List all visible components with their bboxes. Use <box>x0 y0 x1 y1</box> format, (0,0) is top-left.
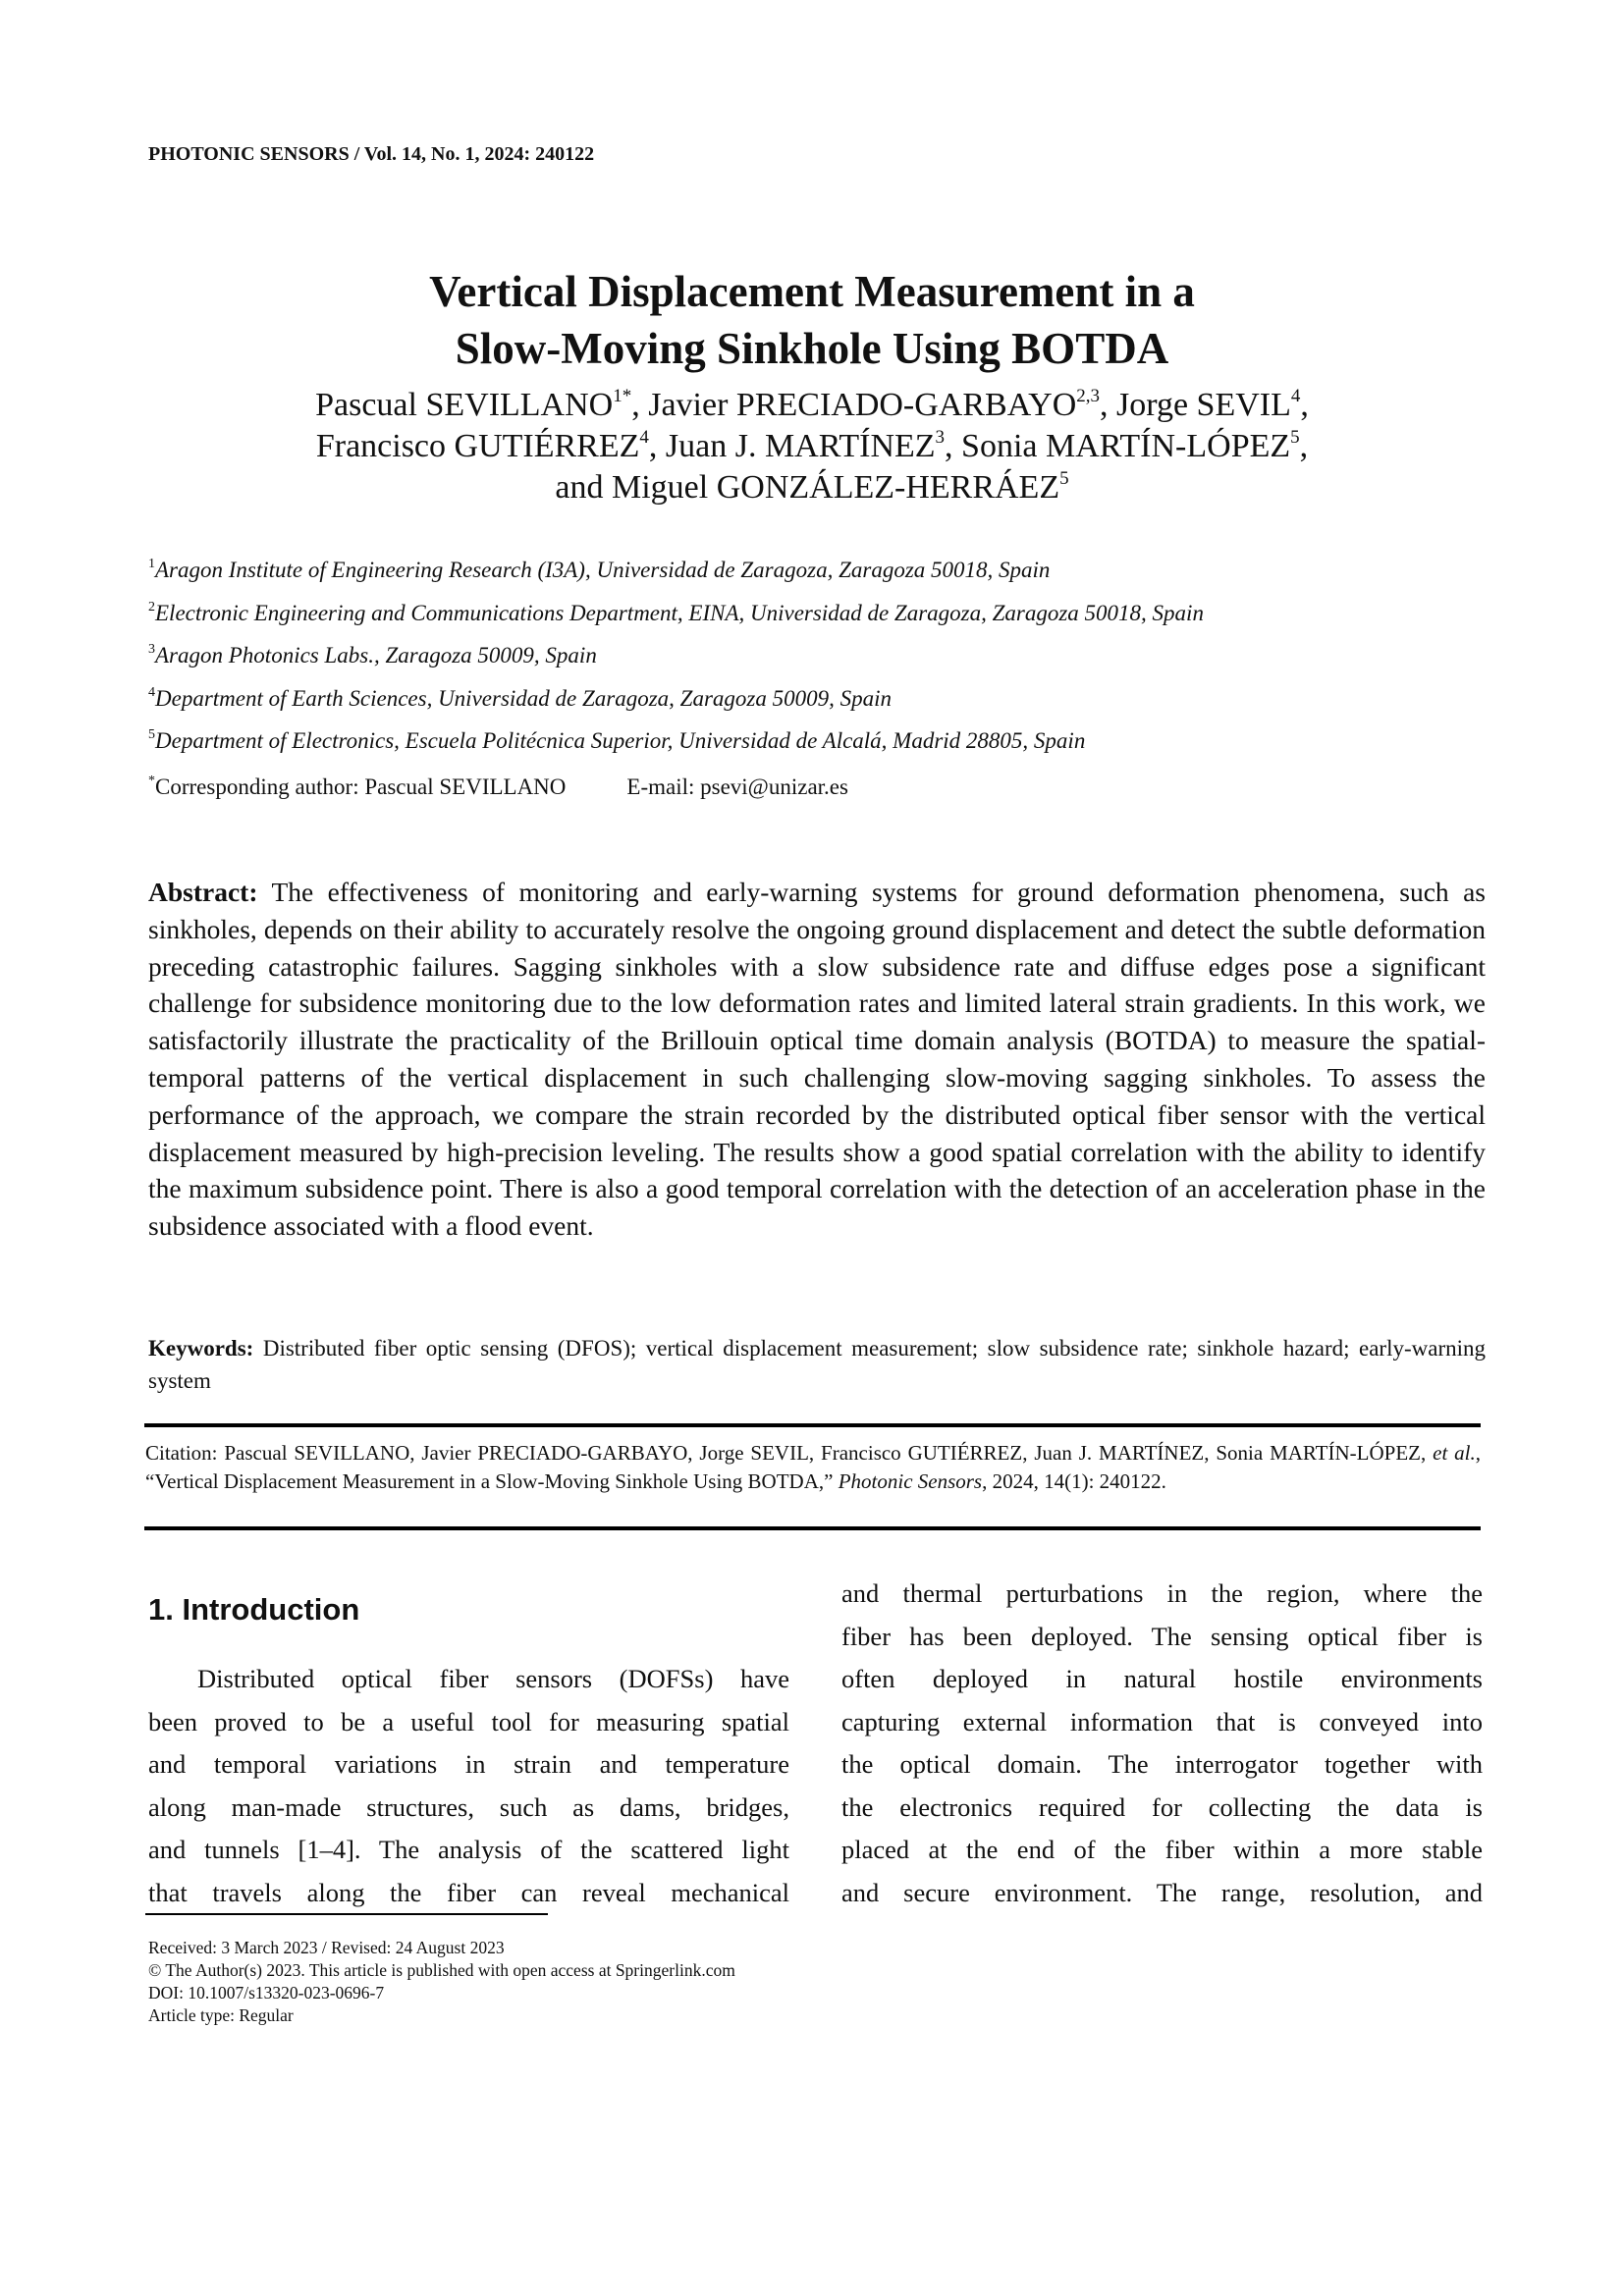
affiliation-5 <box>148 726 1503 770</box>
affiliation-text: Electronic Engineering and Communications Department, EINA, Universidad de Zaragoza, Zaragoza 50018, Spain <box>155 600 1204 625</box>
corresponding-marker: * <box>148 773 155 788</box>
citation-bottom-rule <box>144 1526 1481 1530</box>
title-line-1: Vertical Displacement Measurement in a <box>429 267 1195 316</box>
author-affil-sup: 5 <box>1290 427 1300 448</box>
body-line: and secure environment. The range, resolution, and <box>841 1877 1483 1907</box>
affiliation-number: 2 <box>148 599 155 614</box>
author-affil-sup: 4 <box>639 427 649 448</box>
affiliation-text: Aragon Photonics Labs., Zaragoza 50009, Spain <box>155 643 597 667</box>
citation-volume: , 2024, 14(1): 240122. <box>982 1469 1166 1493</box>
author-separator: , <box>631 387 649 423</box>
body-column-left <box>148 1658 789 1914</box>
received-dates: Received: 3 March 2023 / Revised: 24 August 2023 <box>148 1938 505 1957</box>
footnotes <box>148 1937 735 2027</box>
author-line-3 <box>0 467 1624 508</box>
affiliation-4 <box>148 684 1503 727</box>
affiliation-text: Department of Electronics, Escuela Politécnica Superior, Universidad de Alcalá, Madrid 28805, Spain <box>155 728 1086 753</box>
body-line: fiber has been deployed. The sensing optical fiber is <box>841 1621 1483 1651</box>
affiliations <box>148 556 1503 802</box>
citation-authors: Citation: Pascual SEVILLANO, Javier PRECIADO-GARBAYO, Jorge SEVIL, Francisco GUTIÉRREZ, Juan J. MARTÍNEZ, Sonia MARTÍN-LÓPEZ, <box>145 1441 1434 1465</box>
journal-header: PHOTONIC SENSORS / Vol. 14, No. 1, 2024: 240122 <box>148 143 595 165</box>
author-list <box>0 385 1624 508</box>
author-separator: , <box>945 428 962 464</box>
citation-top-rule <box>144 1423 1481 1427</box>
corresponding-author <box>148 773 1503 802</box>
abstract-text: The effectiveness of monitoring and early-warning systems for ground deformation phenomena, such as sinkholes, depends on their ability to accurately resolve the ongoing ground displacement and detect the subtle deformation preceding catastrophic failures. Sagging sinkholes with a slow subsidence rate and diffuse edges pose a significant challenge for subsidence monitoring due to the low deformation rates and limited lateral strain gradients. In this work, we satisfactorily illustrate the practicality of the Brillouin optical time domain analysis (BOTDA) to measure the spatial-temporal patterns of the vertical displacement in such challenging slow-moving sagging sinkholes. To assess the performance of the approach, we compare the strain recorded by the distributed optical fiber sensor with the vertical displacement measured by high-precision leveling. The results show a good spatial correlation with the ability to identify the maximum subsidence point. There is also a good temporal correlation with the detection of an acceleration phase in the subsidence associated with a flood event. <box>148 877 1486 1242</box>
body-column-right <box>841 1573 1483 1914</box>
body-line: Distributed optical fiber sensors (DOFSs) have <box>197 1664 789 1693</box>
author-name: Francisco GUTIÉRREZ <box>315 428 640 464</box>
corresponding-label: Corresponding author: Pascual SEVILLANO <box>155 774 567 799</box>
section-heading: 1. Introduction <box>148 1592 360 1627</box>
author-name: Pascual SEVILLANO <box>315 387 614 423</box>
abstract-label: Abstract: <box>148 877 258 907</box>
author-separator: , <box>648 428 666 464</box>
body-line: been proved to be a useful tool for measuring spatial <box>148 1706 789 1736</box>
citation-journal: Photonic Sensors <box>838 1469 983 1493</box>
article-type: Article type: Regular <box>148 2005 294 2025</box>
author-affil-sup: 1* <box>613 386 632 406</box>
body-line: often deployed in natural hostile environments <box>841 1664 1483 1693</box>
author-affil-sup: 3 <box>935 427 946 448</box>
author-separator: , <box>1100 387 1117 423</box>
author-line-2 <box>0 426 1624 467</box>
corresponding-email[interactable]: E-mail: psevi@unizar.es <box>626 774 848 799</box>
affiliation-text: Aragon Institute of Engineering Research (I3A), Universidad de Zaragoza, Zaragoza 50018, Spain <box>155 558 1051 582</box>
author-separator: , <box>1299 428 1309 464</box>
body-line: and tunnels [1–4]. The analysis of the scattered light <box>148 1835 789 1864</box>
author-affil-sup: 4 <box>1290 386 1301 406</box>
citation-block <box>145 1439 1481 1496</box>
affiliation-number: 1 <box>148 557 155 571</box>
keywords-text: Distributed fiber optic sensing (DFOS); vertical displacement measurement; slow subsidence rate; sinkhole hazard; early-warning system <box>148 1336 1487 1393</box>
author-affil-sup: 5 <box>1059 468 1069 489</box>
author-line-1 <box>0 385 1624 426</box>
author-name: Jorge SEVIL <box>1116 387 1291 423</box>
affiliation-number: 3 <box>148 642 155 657</box>
body-line: placed at the end of the fiber within a more stable <box>841 1835 1483 1864</box>
body-line: the electronics required for collecting the data is <box>841 1791 1483 1822</box>
affiliation-1 <box>148 556 1503 599</box>
author-separator: , <box>1300 387 1309 423</box>
footnote-rule <box>145 1913 548 1915</box>
author-name: Javier PRECIADO-GARBAYO <box>648 387 1077 423</box>
citation-title: , “Vertical Displacement Measurement in a Slow-Moving Sinkhole Using BOTDA,” <box>145 1441 1481 1493</box>
body-line: along man-made structures, such as dams, bridges, <box>148 1791 789 1822</box>
affiliation-3 <box>148 641 1503 684</box>
abstract <box>148 874 1486 1245</box>
affiliation-number: 5 <box>148 727 155 742</box>
copyright-notice: © The Author(s) 2023. This article is published with open access at Springerlink.com <box>148 1960 735 1980</box>
author-name: and Miguel GONZÁLEZ-HERRÁEZ <box>555 469 1060 506</box>
body-line: that travels along the fiber can reveal mechanical <box>148 1877 789 1907</box>
keywords <box>148 1332 1486 1397</box>
author-name: Sonia MARTÍN-LÓPEZ <box>961 428 1291 464</box>
title-line-2: Slow-Moving Sinkhole Using BOTDA <box>455 324 1169 373</box>
body-line: capturing external information that is conveyed into <box>841 1706 1483 1736</box>
affiliation-2 <box>148 599 1503 642</box>
body-line: the optical domain. The interrogator together with <box>841 1749 1483 1779</box>
author-affil-sup: 2,3 <box>1076 386 1101 406</box>
author-name: Juan J. MARTÍNEZ <box>665 428 936 464</box>
affiliation-number: 4 <box>148 684 155 700</box>
paper-title <box>0 263 1624 377</box>
affiliation-text: Department of Earth Sciences, Universidad de Zaragoza, Zaragoza 50009, Spain <box>155 685 893 711</box>
body-line: and temporal variations in strain and temperature <box>148 1749 789 1779</box>
doi[interactable]: DOI: 10.1007/s13320-023-0696-7 <box>148 1983 385 2002</box>
body-line: and thermal perturbations in the region, where the <box>841 1578 1483 1608</box>
citation-etal: et al. <box>1433 1441 1476 1465</box>
keywords-label: Keywords: <box>148 1336 254 1361</box>
